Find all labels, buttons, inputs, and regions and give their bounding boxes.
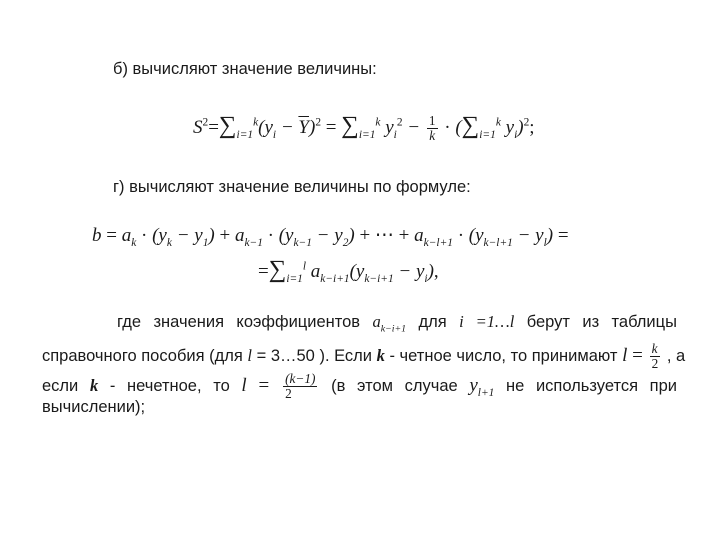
l-equals-k-minus-1-over-2: l = $\frac{(k-1)}{2}$ (241, 371, 316, 401)
text-even: - четное число, то принимают (389, 346, 618, 365)
text-reference: справочного пособия (для (42, 346, 243, 365)
text-odd: - нечетное, то (109, 376, 230, 395)
b-formula-line-2: $=\sum_{i=1}^l$ $a_{k-i+1}(y_{k-i+1} - y_i)$, (258, 256, 439, 285)
paragraph-line-3 (42, 372, 677, 401)
coef-a-k-i-1: $a_{k-i+1}$ (372, 312, 407, 335)
step-g-heading: г) вычисляют значение величины по формуле: (113, 178, 471, 196)
y-l-plus-1: $y_{l+1}$ (469, 374, 495, 399)
text-take-from-table: берут из таблицы (526, 313, 677, 331)
text-in-this-case: (в этом случае (331, 376, 458, 395)
text-coefficients: где значения коэффициентов (117, 313, 361, 331)
var-k-odd: k (89, 375, 99, 395)
var-k: k (376, 345, 385, 365)
text-not-used: не используется при (506, 376, 677, 395)
paragraph-line-4: вычислении); (42, 398, 146, 416)
step-b-heading: б) вычисляют значение величины: (113, 60, 377, 78)
text-if: если (42, 376, 79, 395)
text-and: , а (666, 346, 686, 365)
l-equals-k-over-2: l = $\frac{k}{2}$ (622, 341, 659, 371)
b-formula-line-1: $b = a_k \cdot (y_k - y_1) + a_{k-1} \cdot (y_{k-1} - y_2)$ + ⋯ + $a_{k-l+1} \cdot (y_{k-l+1} - y_l)$ = (92, 225, 569, 249)
paragraph-line-1 (117, 312, 677, 334)
text-for: для (418, 313, 447, 331)
text-range-if: = 3…50 ). Если (256, 346, 373, 365)
var-l: l (247, 345, 253, 365)
variance-formula: $S^2=\sum_{i=1}^k(y_i - \overline{Y})^2 = \sum_{i=1}^k$ $y_i^2$ − $\frac{1}{k}$ · ($\sum_{i=1}^k$ $y_i)^2$; (193, 112, 535, 144)
range-i: i =1…l (459, 312, 515, 331)
paragraph-line-2 (42, 341, 686, 371)
